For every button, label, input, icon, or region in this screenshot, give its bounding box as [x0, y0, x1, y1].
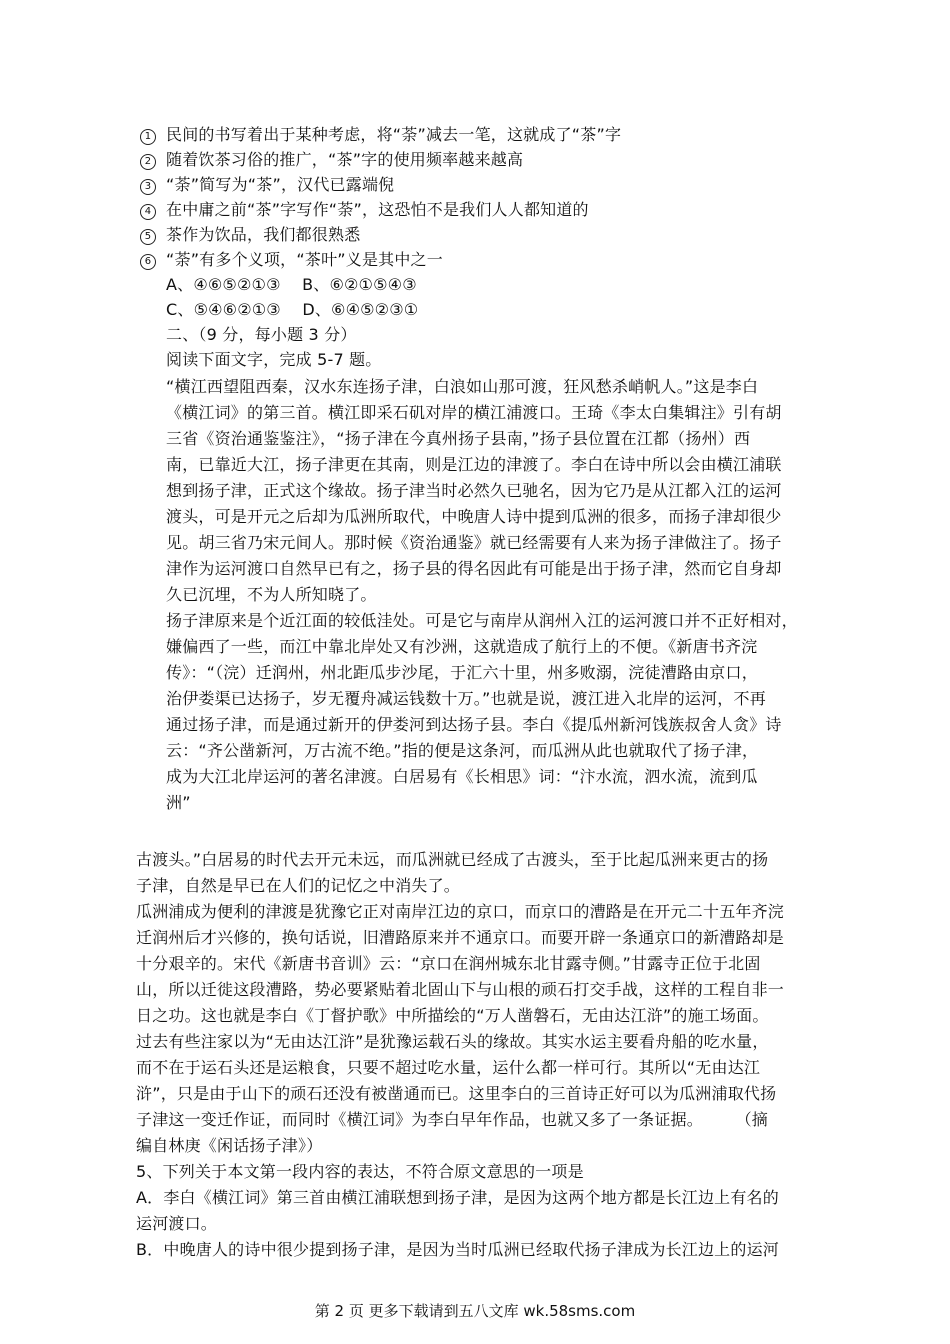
- order-item-text: 随着饮茶习俗的推广，“茶”字的使用频率越来越高: [166, 150, 524, 169]
- circled-number: 1: [140, 129, 156, 145]
- paragraph-line: 浒”，只是由于山下的顽石还没有被凿通而已。这里李白的三首诗正好可以为瓜洲浦取代扬: [136, 1084, 777, 1103]
- paragraph-line: 渡头，可是开元之后却为瓜洲所取代，中晚唐人诗中提到瓜洲的很多，而扬子津却很少: [166, 507, 782, 526]
- paragraph-line: 见。胡三省乃宋元间人。那时候《资治通鉴》就已经需要有人来为扬子津做注了。扬子: [166, 533, 782, 552]
- instruction: 阅读下面文字，完成 5-7 题。: [166, 350, 382, 369]
- paragraph-line: 瓜洲浦成为便利的津渡是犹豫它正对南岸江边的京口，而京口的漕路是在开元二十五年齐浣: [136, 902, 785, 921]
- paragraph-line: 编自林庚《闲话扬子津》）: [136, 1136, 323, 1155]
- option-b: B．中晚唐人的诗中很少提到扬子津，是因为当时瓜洲已经取代扬子津成为长江边上的运河: [136, 1240, 779, 1259]
- paragraph-line: 而不在于运石头还是运粮食，只要不超过吃水量，运什么都一样可行。其所以“无由达江: [136, 1058, 761, 1077]
- page-footer: 第 2 页 更多下载请到五八文库 wk.58sms.com: [314, 1302, 636, 1320]
- paragraph-line: 日之功。这也就是李白《丁督护歌》中所描绘的“万人凿磐石，无由达江浒”的施工场面。: [136, 1006, 769, 1025]
- circled-number: 6: [140, 254, 156, 270]
- order-item-text: 茶作为饮品，我们都很熟悉: [166, 225, 361, 244]
- paragraph-line: 迁润州后才兴修的，换句话说，旧漕路原来并不通京口。而要开辟一条通京口的新漕路却是: [136, 928, 785, 947]
- paragraph-line: 通过扬子津，而是通过新开的伊娄河到达扬子县。李白《提瓜州新河饯族叔舍人贪》诗: [166, 715, 782, 734]
- option-a-continued: 运河渡口。: [136, 1214, 218, 1233]
- paragraph-line: 云：“齐公凿新河，万古流不绝。”指的便是这条河，而瓜洲从此也就取代了扬子津，: [166, 741, 759, 760]
- order-item-text: 民间的书写着出于某种考虑，将“荼”减去一笔，这就成了“茶”字: [166, 125, 622, 144]
- order-item: [140, 124, 621, 146]
- paragraph-line: 久已沉埋，不为人所知晓了。: [166, 585, 377, 604]
- paragraph-line: 传》：“（浣）迁润州，州北距瓜步沙尾，于汇六十里，州多败溺，浣徒漕路由京口，: [166, 663, 758, 682]
- paragraph-line: 南，已靠近大江，扬子津更在其南，则是江边的津渡了。李白在诗中所以会由横江浦联: [166, 455, 782, 474]
- paragraph-line: 过去有些注家以为“无由达江浒”是犹豫运载石头的缘故。其实水运主要看舟船的吃水量，: [136, 1032, 769, 1051]
- circled-number: 4: [140, 204, 156, 220]
- paragraph-line: 嫌偏西了一些，而江中靠北岸处又有沙洲，这就造成了航行上的不便。《新唐书齐浣: [166, 637, 758, 656]
- section-header: 二、（9 分，每小题 3 分）: [166, 325, 357, 344]
- circled-number: 2: [140, 154, 156, 170]
- paragraph-line: “横江西望阻西秦，汉水东连扬子津，白浪如山那可渡，狂风愁杀峭帆人。”这是李白: [166, 377, 759, 396]
- paragraph-line: 三省《资治通鉴鉴注》，“扬子津在今真州扬子县南，”扬子县位置在江都（扬州）西: [166, 429, 751, 448]
- paragraph-line: 治伊娄渠已达扬子，岁无覆舟减运钱数十万。”也就是说，渡江进入北岸的运河，不再: [166, 689, 766, 708]
- circled-number: 3: [140, 179, 156, 195]
- option-line: A、④⑥⑤②①③ B、⑥②①⑤④③: [166, 275, 417, 294]
- order-item: [140, 149, 523, 171]
- order-item-text: “荼”有多个义项，“茶叶”义是其中之一: [166, 250, 443, 269]
- circled-number: 5: [140, 229, 156, 245]
- paragraph-line: 《横江词》的第三首。横江即采石矶对岸的横江浦渡口。王琦《李太白集辑注》引有胡: [166, 403, 782, 422]
- paragraph-line: 山，所以迁徙这段漕路，势必要紧贴着北固山下与山根的顽石打交手战，这样的工程自非一: [136, 980, 785, 999]
- order-item: [140, 199, 589, 221]
- order-item: [140, 224, 360, 246]
- paragraph-line: 津作为运河渡口自然早已有之，扬子县的得名因此有可能是出于扬子津，然而它自身却: [166, 559, 782, 578]
- order-item: [140, 249, 443, 271]
- paragraph-line: 古渡头。”白居易的时代去开元未远，而瓜洲就已经成了古渡头，至于比起瓜洲来更古的扬: [136, 850, 769, 869]
- option-a: A．李白《横江词》第三首由横江浦联想到扬子津，是因为这两个地方都是长江边上有名的: [136, 1188, 779, 1207]
- option-line: C、⑤④⑥②①③ D、⑥④⑤②③①: [166, 300, 419, 319]
- paragraph-line: 成为大江北岸运河的著名津渡。白居易有《长相思》词：“汴水流，泗水流，流到瓜: [166, 767, 758, 786]
- paragraph-line: 扬子津原来是个近江面的较低洼处。可是它与南岸从润州入江的运河渡口并不正好相对，: [166, 611, 798, 630]
- order-item: [140, 174, 394, 196]
- paragraph-line: 子津这一变迁作证，而同时《横江词》为李白早年作品，也就又多了一条证据。 （摘: [136, 1110, 769, 1129]
- paragraph-line: 十分艰辛的。宋代《新唐书音训》云：“京口在润州城东北甘露寺侧。”甘露寺正位于北固: [136, 954, 761, 973]
- order-item-text: 在中庸之前“茶”字写作“荼”，这恐怕不是我们人人都知道的: [166, 200, 589, 219]
- paragraph-line: 想到扬子津，正式这个缘故。扬子津当时必然久已驰名，因为它乃是从江都入江的运河: [166, 481, 782, 500]
- paragraph-line: 洲”: [166, 793, 191, 812]
- question-stem: 5、下列关于本文第一段内容的表达，不符合原文意思的一项是: [136, 1162, 584, 1181]
- order-item-text: “荼”简写为“茶”，汉代已露端倪: [166, 175, 395, 194]
- paragraph-line: 子津，自然是早已在人们的记忆之中消失了。: [136, 876, 461, 895]
